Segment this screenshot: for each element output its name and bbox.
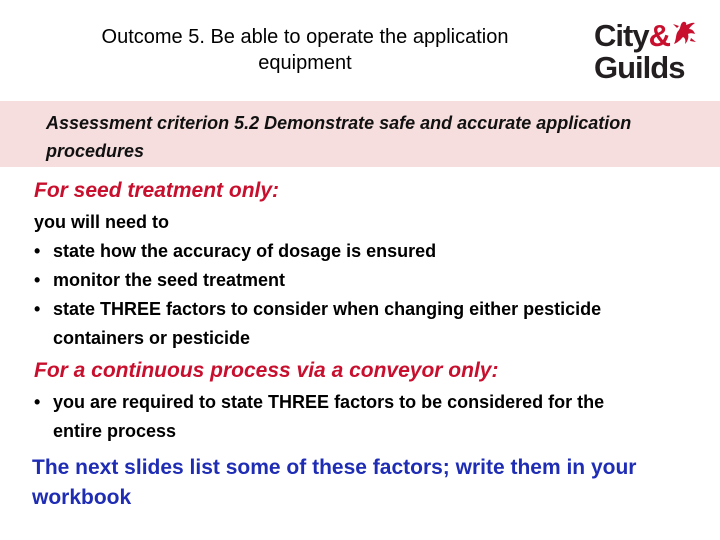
- assessment-criterion: Assessment criterion 5.2 Demonstrate safe and accurate application procedures: [46, 113, 632, 161]
- seed-treatment-list: [34, 237, 684, 353]
- slide-title: [40, 24, 570, 76]
- list-item: • state THREE factors to consider when changing either pesticide containers or pesticide: [34, 295, 684, 353]
- conveyor-body: [34, 388, 624, 446]
- seed-treatment-body: [34, 208, 684, 353]
- slide-title-line2: equipment: [258, 52, 352, 74]
- logo-word-guilds: Guilds: [594, 50, 685, 85]
- slide-title-line1: Outcome 5. Be able to operate the application: [101, 26, 509, 48]
- workbook-instruction: The next slides list some of these factors; write them in your workbook: [32, 456, 637, 509]
- seed-treatment-intro: you will need to: [34, 212, 170, 232]
- list-item: • monitor the seed treatment: [34, 266, 684, 295]
- city-and-guilds-logo: [594, 20, 694, 90]
- conveyor-list: [34, 388, 624, 446]
- seed-treatment-heading: For seed treatment only:: [34, 179, 280, 202]
- list-item: • you are required to state THREE factors to be considered for the entire process: [34, 388, 624, 446]
- list-item: • state how the accuracy of dosage is ensured: [34, 237, 684, 266]
- logo-word-city: City: [594, 18, 649, 53]
- conveyor-heading: For a continuous process via a conveyor only:: [34, 359, 499, 382]
- logo-ampersand: &: [648, 18, 670, 53]
- dragon-icon: [671, 18, 697, 48]
